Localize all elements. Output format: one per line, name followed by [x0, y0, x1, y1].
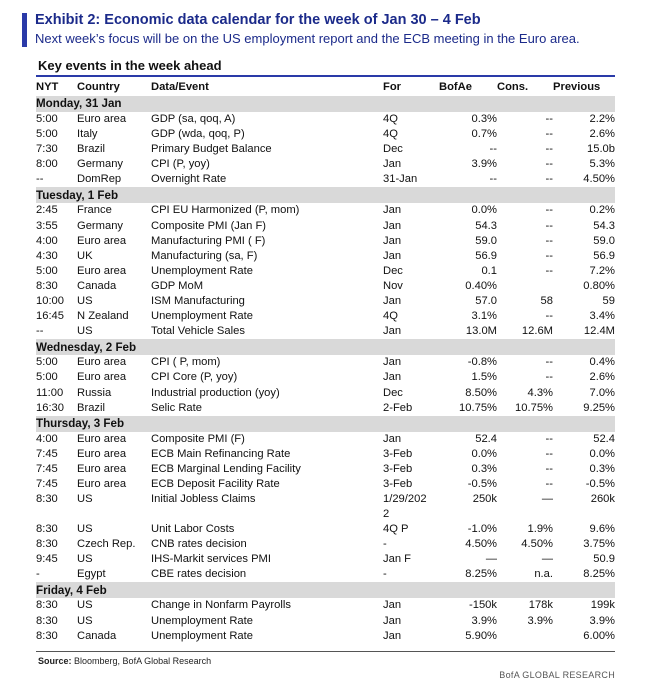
cell-previous: 7.2%: [589, 264, 615, 277]
cell-previous: 0.3%: [589, 462, 615, 475]
cell-nyt: 3:55: [36, 219, 58, 232]
table-row: [36, 537, 615, 552]
cell-event: Composite PMI (Jan F): [151, 219, 267, 232]
cell-nyt: 16:30: [36, 401, 64, 414]
cell-nyt: -: [36, 568, 40, 581]
day-label: Thursday, 3 Feb: [36, 416, 615, 432]
cell-nyt: 8:30: [36, 599, 58, 612]
cell-for: Jan: [383, 158, 402, 171]
cell-bofa: 56.9: [475, 249, 497, 262]
cell-previous: 8.25%: [583, 568, 615, 581]
cell-bofa: 0.40%: [465, 279, 497, 292]
cell-country: Czech Rep.: [77, 538, 136, 551]
cell-cons: —: [541, 493, 553, 506]
day-header-row: [36, 339, 615, 355]
cell-event: Industrial production (yoy): [151, 386, 280, 399]
cell-bofa: 3.9%: [471, 614, 497, 627]
cell-cons: --: [545, 143, 553, 156]
cell-bofa: 0.7%: [471, 128, 497, 141]
cell-bofa: --: [489, 173, 497, 186]
cell-previous: 50.9: [593, 553, 615, 566]
cell-for: [383, 492, 439, 522]
day-header-row: [36, 582, 615, 598]
cell-nyt: 7:30: [36, 143, 58, 156]
cell-previous: 3.4%: [589, 310, 615, 323]
cell-event: ECB Marginal Lending Facility: [151, 462, 301, 475]
cell-event: CBE rates decision: [151, 568, 247, 581]
cell-for: Jan: [383, 295, 402, 308]
cell-country: Euro area: [77, 477, 127, 490]
cell-bofa: 0.3%: [471, 113, 497, 125]
cell-previous: 15.0b: [587, 143, 615, 156]
cell-country: US: [77, 553, 93, 566]
cell-previous: 9.25%: [583, 401, 615, 414]
cell-cons: --: [545, 310, 553, 323]
cell-for: Jan: [383, 599, 402, 612]
cell-event: Selic Rate: [151, 401, 202, 414]
table-row: [36, 386, 615, 401]
cell-bofa: 54.3: [475, 219, 497, 232]
table-row: [36, 279, 615, 294]
table-row: [36, 629, 615, 644]
cell-event: IHS-Markit services PMI: [151, 553, 271, 566]
cell-bofa: 0.0%: [471, 204, 497, 217]
cell-previous: 199k: [590, 599, 615, 612]
cell-cons: --: [545, 264, 553, 277]
cell-nyt: --: [36, 325, 44, 338]
cell-nyt: 9:45: [36, 553, 58, 566]
cell-event: ECB Deposit Facility Rate: [151, 477, 280, 490]
cell-cons: n.a.: [534, 568, 553, 581]
cell-country: Canada: [77, 279, 117, 292]
table-row: [36, 234, 615, 249]
cell-bofa: 0.3%: [471, 462, 497, 475]
cell-bofa: --: [489, 143, 497, 156]
cell-event: ISM Manufacturing: [151, 295, 245, 308]
cell-country: Euro area: [77, 234, 127, 247]
cell-for: Jan: [383, 356, 402, 369]
cell-bofa: 10.75%: [459, 401, 497, 414]
col-header-country: Country: [77, 81, 120, 94]
table-row: [36, 598, 615, 613]
cell-country: France: [77, 204, 112, 217]
table-row: [36, 157, 615, 172]
cell-event: Overnight Rate: [151, 173, 227, 186]
day-label: Friday, 4 Feb: [36, 582, 615, 598]
cell-for: Nov: [383, 279, 403, 292]
cell-previous: 0.80%: [583, 279, 615, 292]
cell-previous: 0.0%: [589, 447, 615, 460]
day-label: Tuesday, 1 Feb: [36, 187, 615, 203]
cell-previous: 12.4M: [583, 325, 615, 338]
cell-country: US: [77, 599, 93, 612]
cell-cons: --: [545, 128, 553, 141]
cell-for-line1: 1/29/202: [383, 493, 427, 506]
footer-rule: [36, 651, 615, 652]
cell-bofa: -1.0%: [467, 523, 497, 536]
cell-cons: --: [545, 432, 553, 445]
table-row: [36, 477, 615, 492]
cell-for: Jan: [383, 371, 402, 384]
cell-nyt: 8:30: [36, 493, 58, 506]
cell-cons: [497, 629, 553, 644]
cell-nyt: 5:00: [36, 371, 58, 384]
col-header-bofa: BofAe: [439, 81, 472, 94]
cell-nyt: --: [36, 173, 44, 186]
cell-country: Germany: [77, 158, 124, 171]
cell-event: CPI Core (P, yoy): [151, 371, 238, 384]
cell-bofa: 59.0: [475, 234, 497, 247]
cell-event: Total Vehicle Sales: [151, 325, 245, 338]
cell-nyt: 8:00: [36, 158, 58, 171]
cell-event: Primary Budget Balance: [151, 143, 272, 156]
cell-nyt: 4:00: [36, 432, 58, 445]
cell-cons: --: [545, 371, 553, 384]
col-header-for: For: [383, 81, 402, 94]
cell-bofa: 4.50%: [465, 538, 497, 551]
day-header-row: [36, 96, 615, 112]
table-row: [36, 370, 615, 385]
cell-nyt: 5:00: [36, 128, 58, 141]
table-row: [36, 401, 615, 416]
cell-for: Jan F: [383, 553, 411, 566]
cell-event: CPI (P, yoy): [151, 158, 210, 171]
table-row: [36, 203, 615, 218]
cell-cons: 58: [540, 295, 553, 308]
cell-event: Unemployment Rate: [151, 310, 253, 323]
cell-event: CNB rates decision: [151, 538, 247, 551]
cell-for: 4Q: [383, 128, 398, 141]
cell-event: CPI ( P, mom): [151, 356, 221, 369]
calendar-table: [36, 80, 615, 644]
cell-country: US: [77, 295, 93, 308]
cell-cons: --: [545, 158, 553, 171]
cell-event: Unemployment Rate: [151, 264, 253, 277]
cell-country: Italy: [77, 128, 98, 141]
cell-bofa: 0.0%: [471, 447, 497, 460]
cell-cons: --: [545, 447, 553, 460]
cell-nyt: 5:00: [36, 264, 58, 277]
table-row: [36, 127, 615, 142]
cell-cons: --: [545, 113, 553, 125]
cell-country: Euro area: [77, 462, 127, 475]
cell-country: Euro area: [77, 356, 127, 369]
cell-bofa: 8.25%: [465, 568, 497, 581]
cell-event: Composite PMI (F): [151, 432, 245, 445]
cell-cons: —: [541, 553, 553, 566]
cell-cons: --: [545, 219, 553, 232]
cell-bofa: 57.0: [475, 295, 497, 308]
cell-country: DomRep: [77, 173, 122, 186]
day-label: Monday, 31 Jan: [36, 96, 615, 112]
day-label: Wednesday, 2 Feb: [36, 339, 615, 355]
cell-country: US: [77, 614, 93, 627]
cell-for: 3-Feb: [383, 477, 413, 490]
table-row: [36, 309, 615, 324]
calendar-body: [36, 96, 615, 644]
col-header-cons: Cons.: [497, 81, 529, 94]
cell-bofa: -150k: [469, 599, 497, 612]
cell-country: Euro area: [77, 113, 127, 125]
cell-previous: -0.5%: [585, 477, 615, 490]
cell-nyt: 8:30: [36, 629, 58, 642]
cell-nyt: 4:00: [36, 234, 58, 247]
cell-for: Dec: [383, 386, 403, 399]
cell-country: Euro area: [77, 371, 127, 384]
cell-cons: 4.50%: [521, 538, 553, 551]
cell-event: Manufacturing PMI ( F): [151, 234, 266, 247]
cell-cons: 1.9%: [527, 523, 553, 536]
table-row: [36, 447, 615, 462]
table-row: [36, 112, 615, 127]
cell-cons: --: [545, 462, 553, 475]
table-row: [36, 522, 615, 537]
cell-nyt: 8:30: [36, 614, 58, 627]
cell-previous: 2.2%: [589, 113, 615, 125]
table-row: [36, 614, 615, 629]
cell-event: GDP (sa, qoq, A): [151, 113, 236, 125]
cell-country: Russia: [77, 386, 112, 399]
cell-cons: [497, 279, 553, 294]
cell-country: Euro area: [77, 264, 127, 277]
day-header-row: [36, 416, 615, 432]
cell-bofa: -0.8%: [467, 356, 497, 369]
cell-for: Jan: [383, 629, 402, 642]
cell-for: 2-Feb: [383, 401, 413, 414]
cell-nyt: 2:45: [36, 204, 58, 217]
exhibit-title: Exhibit 2: Economic data calendar for the week of Jan 30 – 4 Feb: [35, 12, 481, 28]
cell-for: Dec: [383, 264, 403, 277]
cell-for: 4Q: [383, 310, 398, 323]
cell-event: Unemployment Rate: [151, 614, 253, 627]
cell-nyt: 5:00: [36, 356, 58, 369]
cell-nyt: 7:45: [36, 462, 58, 475]
cell-previous: 3.75%: [583, 538, 615, 551]
section-rule: [36, 75, 615, 77]
cell-previous: 2.6%: [589, 371, 615, 384]
cell-nyt: 5:00: [36, 113, 58, 125]
cell-nyt: 7:45: [36, 477, 58, 490]
table-row: [36, 567, 615, 582]
col-header-event: Data/Event: [151, 81, 209, 94]
cell-for: Jan: [383, 325, 402, 338]
table-row: [36, 249, 615, 264]
table-row: [36, 264, 615, 279]
cell-previous: 5.3%: [589, 158, 615, 171]
cell-country: N Zealand: [77, 310, 129, 323]
cell-for: -: [383, 538, 387, 551]
table-row: [36, 432, 615, 447]
source-text: Bloomberg, BofA Global Research: [74, 656, 212, 666]
cell-previous: 0.4%: [589, 356, 615, 369]
exhibit-accent-bar: [22, 13, 27, 47]
table-row: [36, 492, 615, 522]
cell-country: UK: [77, 249, 93, 262]
cell-for: Jan: [383, 249, 402, 262]
cell-event: Unit Labor Costs: [151, 523, 235, 536]
cell-bofa: 1.5%: [471, 371, 497, 384]
cell-bofa: 3.9%: [471, 158, 497, 171]
cell-nyt: 7:45: [36, 447, 58, 460]
cell-previous: 6.00%: [583, 629, 615, 642]
cell-nyt: 8:30: [36, 538, 58, 551]
cell-cons: --: [545, 173, 553, 186]
table-row: [36, 294, 615, 309]
cell-country: Canada: [77, 629, 117, 642]
cell-event: Initial Jobless Claims: [151, 493, 256, 506]
table-row: [36, 355, 615, 370]
cell-cons: --: [545, 204, 553, 217]
cell-cons: --: [545, 234, 553, 247]
cell-country: Egypt: [77, 568, 106, 581]
table-row: [36, 324, 615, 339]
cell-event: Manufacturing (sa, F): [151, 249, 258, 262]
cell-for: -: [383, 568, 387, 581]
cell-previous: 260k: [590, 493, 615, 506]
cell-event: ECB Main Refinancing Rate: [151, 447, 291, 460]
cell-for: Jan: [383, 432, 402, 445]
table-row: [36, 552, 615, 567]
cell-for: 31-Jan: [383, 173, 418, 186]
cell-country: Germany: [77, 219, 124, 232]
cell-bofa: -0.5%: [467, 477, 497, 490]
cell-cons: --: [545, 249, 553, 262]
cell-bofa: —: [485, 553, 497, 566]
cell-previous: 59: [602, 295, 615, 308]
cell-cons: 4.3%: [527, 386, 553, 399]
cell-previous: 7.0%: [589, 386, 615, 399]
cell-event: GDP (wda, qoq, P): [151, 128, 245, 141]
cell-bofa: 0.1: [481, 264, 497, 277]
cell-cons: 10.75%: [515, 401, 553, 414]
cell-nyt: 4:30: [36, 249, 58, 262]
cell-bofa: 13.0M: [465, 325, 497, 338]
cell-for: Jan: [383, 204, 402, 217]
cell-country: Brazil: [77, 401, 105, 414]
cell-bofa: 5.90%: [465, 629, 497, 642]
cell-country: Euro area: [77, 432, 127, 445]
cell-nyt: 16:45: [36, 310, 64, 323]
cell-previous: 3.9%: [589, 614, 615, 627]
source-label: Source:: [38, 656, 72, 666]
cell-cons: 3.9%: [527, 614, 553, 627]
cell-for: Jan: [383, 219, 402, 232]
col-header-previous: Previous: [553, 81, 601, 94]
cell-country: US: [77, 523, 93, 536]
cell-nyt: 11:00: [36, 386, 64, 399]
exhibit-subtitle: Next week’s focus will be on the US employment report and the ECB meeting in the Euro area.: [35, 31, 580, 46]
cell-country: Euro area: [77, 447, 127, 460]
cell-event: Unemployment Rate: [151, 629, 253, 642]
cell-nyt: 10:00: [36, 295, 64, 308]
source-note: [38, 656, 211, 666]
cell-previous: 59.0: [593, 234, 615, 247]
cell-country: Brazil: [77, 143, 105, 156]
cell-previous: 4.50%: [583, 173, 615, 186]
cell-for: 4Q: [383, 113, 398, 125]
cell-for: Jan: [383, 234, 402, 247]
cell-nyt: 8:30: [36, 523, 58, 536]
cell-for: Dec: [383, 143, 403, 156]
cell-bofa: 250k: [472, 493, 497, 506]
cell-event: Change in Nonfarm Payrolls: [151, 599, 291, 612]
cell-bofa: 52.4: [475, 432, 497, 445]
cell-for-line2: 2: [383, 508, 390, 521]
cell-for: 3-Feb: [383, 462, 413, 475]
day-header-row: [36, 187, 615, 203]
cell-bofa: 8.50%: [465, 386, 497, 399]
cell-event: CPI EU Harmonized (P, mom): [151, 204, 300, 217]
cell-previous: 52.4: [593, 432, 615, 445]
cell-for: 4Q P: [383, 523, 409, 536]
cell-bofa: 3.1%: [471, 310, 497, 323]
cell-cons: 178k: [528, 599, 553, 612]
cell-previous: 2.6%: [589, 128, 615, 141]
table-row: [36, 462, 615, 477]
cell-event: GDP MoM: [151, 279, 204, 292]
cell-country: US: [77, 325, 93, 338]
cell-cons: --: [545, 477, 553, 490]
cell-previous: 56.9: [593, 249, 615, 262]
col-header-nyt: NYT: [36, 81, 59, 94]
cell-previous: 0.2%: [589, 204, 615, 217]
cell-nyt: 8:30: [36, 279, 58, 292]
brand-footer: BofA GLOBAL RESEARCH: [499, 670, 615, 680]
cell-for: 3-Feb: [383, 447, 413, 460]
table-row: [36, 172, 615, 187]
cell-cons: --: [545, 356, 553, 369]
section-title: Key events in the week ahead: [38, 58, 222, 73]
cell-for: Jan: [383, 614, 402, 627]
header-row: [36, 80, 615, 96]
cell-previous: 54.3: [593, 219, 615, 232]
cell-previous: 9.6%: [589, 523, 615, 536]
table-row: [36, 219, 615, 234]
cell-country: US: [77, 493, 93, 506]
table-row: [36, 142, 615, 157]
cell-cons: 12.6M: [521, 325, 553, 338]
